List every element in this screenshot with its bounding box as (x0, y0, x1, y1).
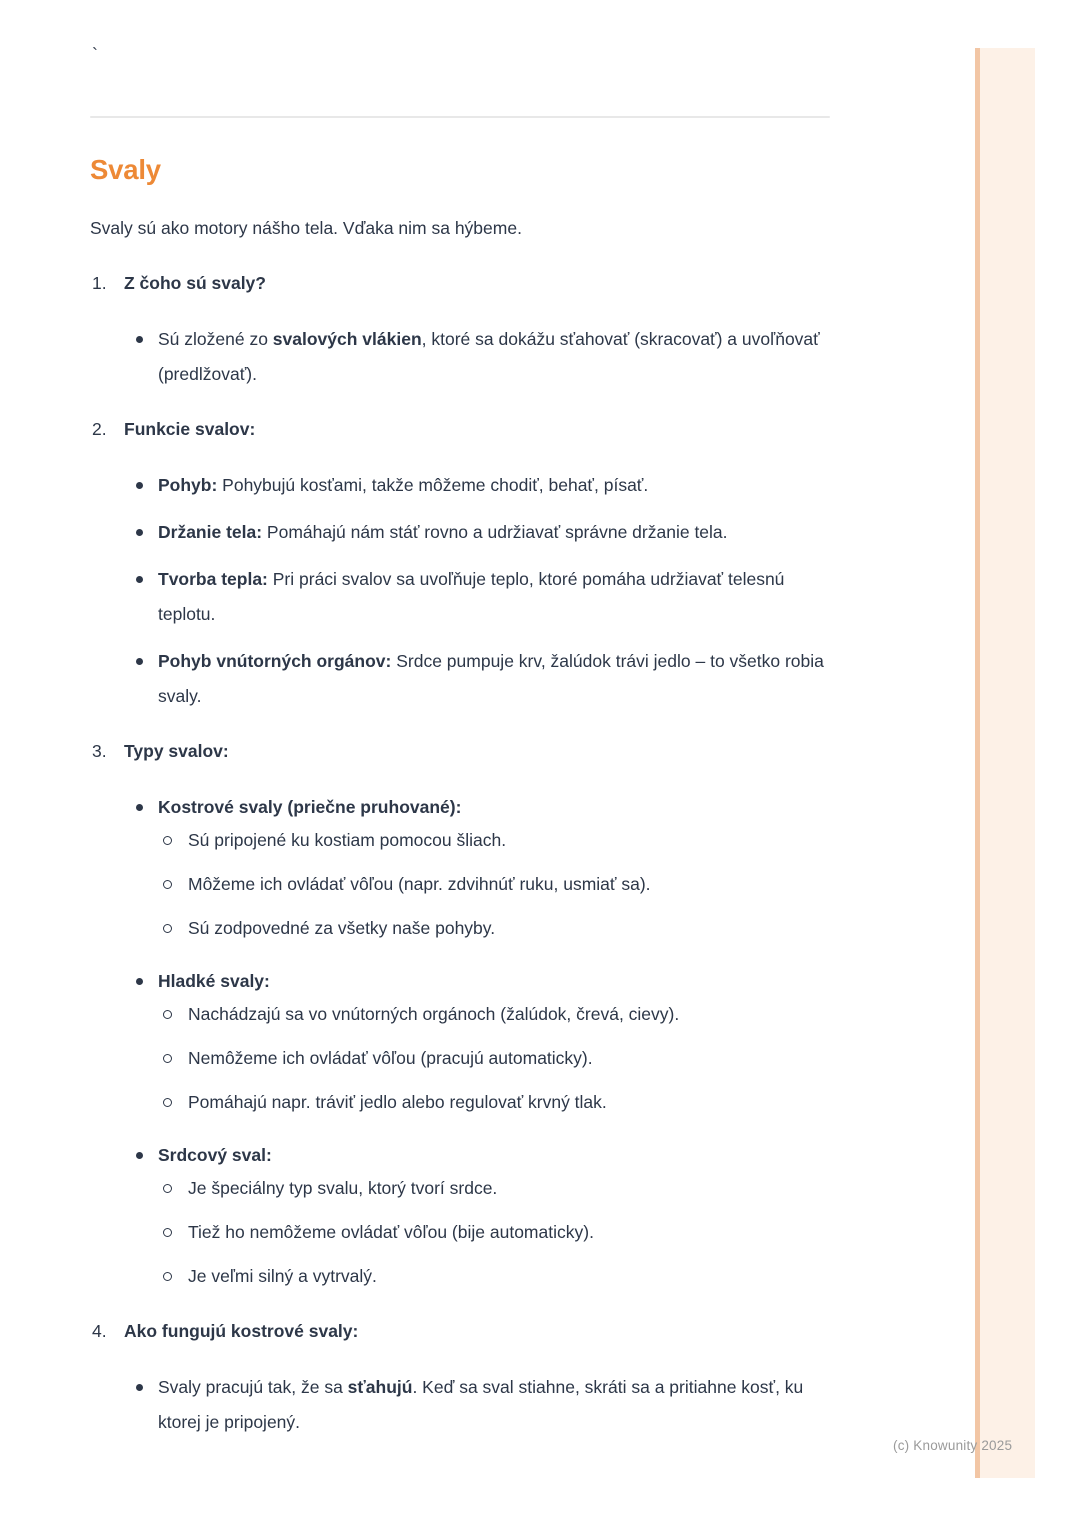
list-item (90, 1370, 832, 1440)
list-item-text (90, 562, 832, 632)
sub-list-item: Je špeciálny typ svalu, ktorý tvorí srdce. (90, 1171, 832, 1206)
list-item (90, 515, 832, 550)
sub-list (90, 823, 832, 946)
list-item-text (90, 790, 832, 825)
section-title: Z čoho sú svaly? (124, 273, 266, 293)
section-title: Typy svalov: (124, 741, 229, 761)
section-number: 1. (92, 273, 107, 293)
bold-run: Držanie tela: (158, 522, 263, 542)
bold-run: Hladké svaly: (158, 971, 270, 991)
section-number: 3. (92, 741, 107, 761)
section-title: Funkcie svalov: (124, 419, 256, 439)
footer-credit: (c) Knowunity 2025 (893, 1438, 1013, 1453)
list-item-hladke-svaly (90, 964, 832, 1120)
bold-run: Kostrové svaly (priečne pruhované): (158, 797, 462, 817)
list-item-text (90, 1138, 832, 1173)
list-item-text (90, 964, 832, 999)
section-title: Ako fungujú kostrové svaly: (124, 1321, 359, 1341)
text-run: Pohybujú kosťami, takže môžeme chodiť, behať, písať. (217, 475, 649, 495)
sub-list-item: Nemôžeme ich ovládať vôľou (pracujú automaticky). (90, 1041, 832, 1076)
section-heading (90, 412, 832, 447)
list-item-srdcovy-sval (90, 1138, 832, 1294)
sub-list-item: Sú zodpovedné za všetky naše pohyby. (90, 911, 832, 946)
section-heading (90, 734, 832, 769)
sub-list-item: Môžeme ich ovládať vôľou (napr. zdvihnúť ruku, usmiať sa). (90, 867, 832, 902)
bold-run: Pohyb vnútorných orgánov: (158, 651, 392, 671)
sub-list (90, 997, 832, 1120)
text-run: Srdce pumpuje krv, žalúdok trávi jedlo – to všetko robia svaly. (158, 651, 824, 706)
section-heading (90, 1314, 832, 1349)
list-item-text (90, 1370, 832, 1440)
text-run: Pomáhajú nám stáť rovno a udržiavať správne držanie tela. (262, 522, 728, 542)
text-run: Svaly pracujú tak, že sa (158, 1377, 348, 1397)
section-funkcie-svalov (90, 412, 832, 714)
text-run: Sú zložené zo (158, 329, 273, 349)
sub-list-item: Pomáhajú napr. tráviť jedlo alebo regulovať krvný tlak. (90, 1085, 832, 1120)
list-item (90, 468, 832, 503)
section-number: 4. (92, 1321, 107, 1341)
intro-paragraph: Svaly sú ako motory nášho tela. Vďaka nim sa hýbeme. (90, 218, 522, 238)
bold-run: svalových vlákien (272, 329, 422, 349)
stray-grave-mark: ` (92, 45, 98, 65)
list-item (90, 644, 832, 714)
sub-list (90, 1171, 832, 1294)
text-run: . Keď sa sval stiahne, skráti sa a pritiahne kosť, ku ktorej je pripojený. (158, 1377, 804, 1432)
list-item-text (90, 644, 832, 714)
section-ako-funguju-kostrove-svaly (90, 1314, 832, 1440)
text-run: Pri práci svalov sa uvoľňuje teplo, ktoré pomáha udržiavať telesnú teplotu. (158, 569, 785, 624)
document-body (90, 118, 832, 1452)
bold-run: sťahujú (347, 1377, 413, 1397)
sub-list-item: Nachádzajú sa vo vnútorných orgánoch (žalúdok, črevá, cievy). (90, 997, 832, 1032)
section-typy-svalov (90, 734, 832, 1294)
page-title: Svaly (90, 154, 161, 185)
list-item (90, 562, 832, 632)
list-item-kostrove-svaly (90, 790, 832, 946)
sub-list-item: Tiež ho nemôžeme ovládať vôľou (bije automaticky). (90, 1215, 832, 1250)
section-z-coho-su-svaly (90, 266, 832, 392)
section-number: 2. (92, 419, 107, 439)
bold-run: Srdcový sval: (158, 1145, 272, 1165)
text-run: , ktoré sa dokážu sťahovať (skracovať) a uvoľňovať (predlžovať). (158, 329, 820, 384)
sub-list-item: Je veľmi silný a vytrvalý. (90, 1259, 832, 1294)
section-heading (90, 266, 832, 301)
list-item-text (90, 468, 832, 503)
page-accent-stripe (975, 48, 1035, 1478)
list-item (90, 322, 832, 392)
bold-run: Pohyb: (158, 475, 218, 495)
bold-run: Tvorba tepla: (158, 569, 268, 589)
list-item-text (90, 322, 832, 392)
list-item-text (90, 515, 832, 550)
sub-list-item: Sú pripojené ku kostiam pomocou šliach. (90, 823, 832, 858)
